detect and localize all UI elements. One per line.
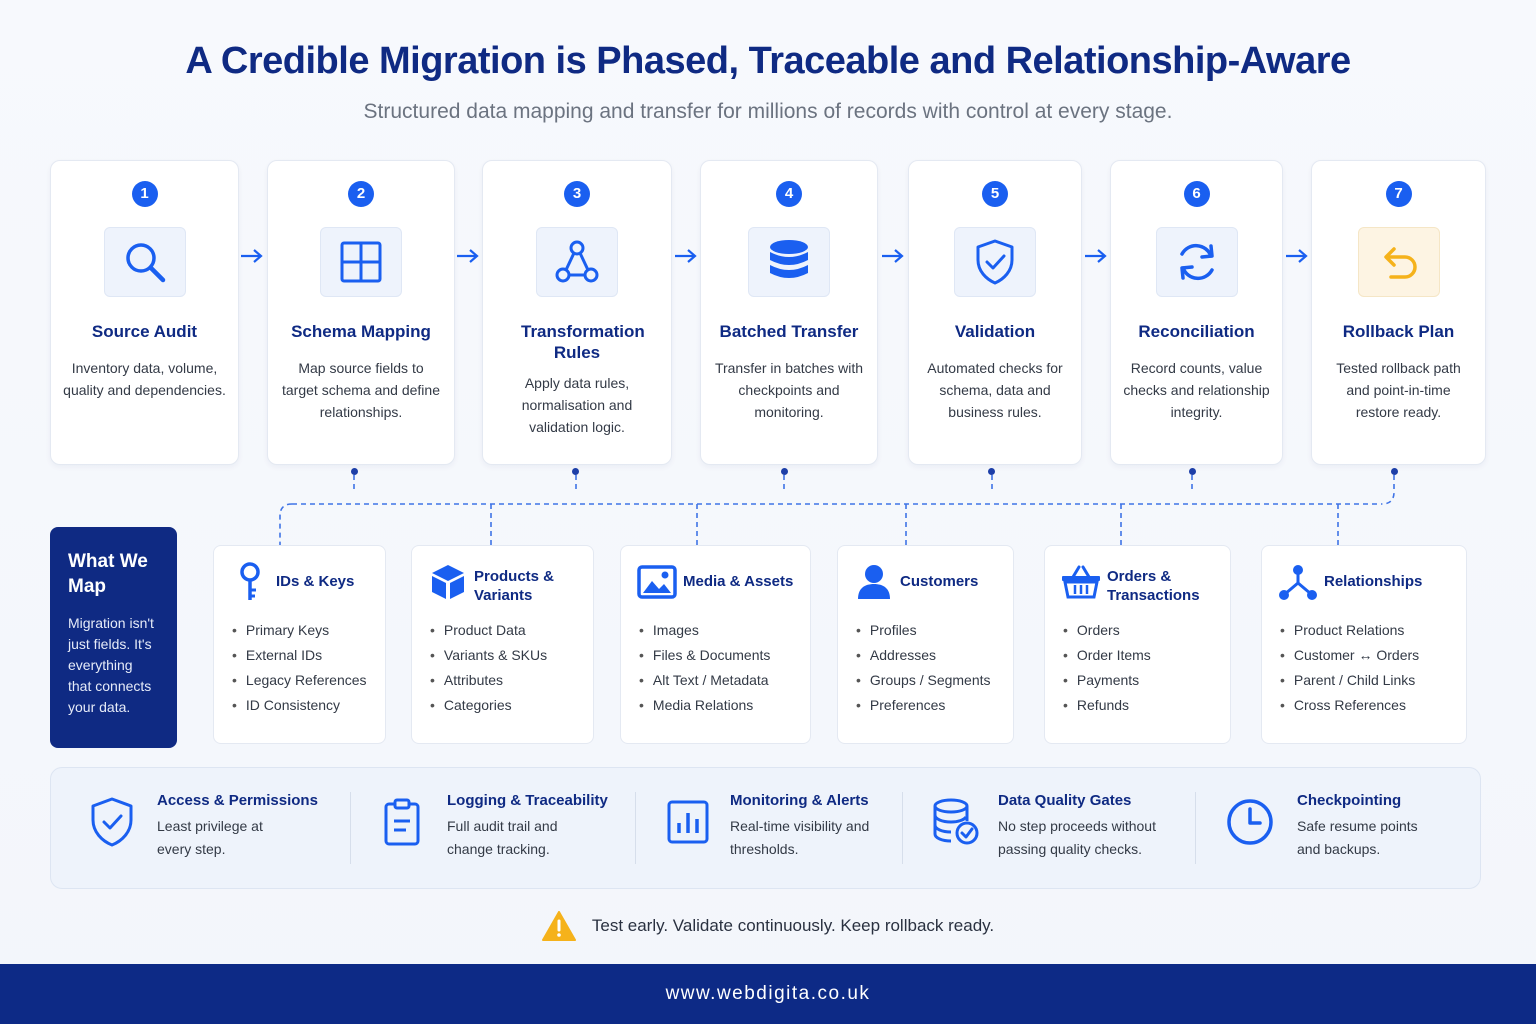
step-title: Validation [954,322,1036,341]
connector-dot [781,468,788,475]
category-title: Products & Variants [474,568,555,604]
undo-icon [1358,227,1440,297]
arrow-right-icon [456,246,480,266]
list-item: • Orders [1063,618,1151,643]
clipboard-icon [377,794,427,850]
arrow-right-icon [881,246,905,266]
step-description: Tested rollback path and point-in-time restore ready. [1336,360,1461,420]
arrow-right-icon [1084,246,1108,266]
step-number: 4 [776,181,802,207]
step-title: Transformation Rules [521,322,645,362]
governance-access-permissions [87,768,347,890]
step-title: Schema Mapping [291,322,431,341]
list-item: • Images [639,618,770,643]
basket-icon [1061,562,1101,602]
step-transformation-rules [482,160,672,465]
arrow-right-icon [674,246,698,266]
governance-title: Logging & Traceability [447,792,608,809]
database-icon [748,227,830,297]
step-validation [908,160,1082,465]
governance-description: Safe resume points and backups. [1297,818,1418,857]
list-item: • Preferences [856,693,991,718]
step-batched-transfer [700,160,878,465]
step-number: 5 [982,181,1008,207]
key-icon [230,562,270,602]
governance-title: Data Quality Gates [998,792,1132,809]
list-item: • Primary Keys [232,618,367,643]
category-media-assets [620,545,811,744]
step-description: Map source fields to target schema and define relationships. [282,360,440,420]
step-title: Reconciliation [1138,322,1255,341]
step-description: Record counts, value checks and relationship integrity. [1123,360,1270,420]
governance-description: Full audit trail and change tracking. [447,818,558,857]
governance-title: Checkpointing [1297,792,1402,809]
category-list [1280,618,1419,718]
shield-check-icon [954,227,1036,297]
connector-dot [351,468,358,475]
category-ids-keys [213,545,386,744]
list-item: • Groups / Segments [856,668,991,693]
what-we-map-panel [50,527,177,748]
list-item: • Attributes [430,668,547,693]
list-item: • Order Items [1063,643,1151,668]
category-list [430,618,547,718]
step-number: 3 [564,181,590,207]
tip-banner [0,908,1536,944]
nodes-icon [536,227,618,297]
list-item: • Media Relations [639,693,770,718]
user-icon [854,562,894,602]
list-item: • Product Relations [1280,618,1419,643]
governance-strip [50,767,1481,889]
tip-text: Test early. Validate continuously. Keep rollback ready. [591,916,995,935]
governance-data-quality-gates [931,768,1201,890]
step-title: Batched Transfer [719,322,859,341]
list-item: • Files & Documents [639,643,770,668]
connector-dot [1391,468,1398,475]
step-title: Source Audit [91,322,198,341]
clock-icon [1225,794,1275,850]
category-relationships [1261,545,1467,744]
list-item: • Parent / Child Links [1280,668,1419,693]
step-number: 7 [1386,181,1412,207]
list-item: • Legacy References [232,668,367,693]
step-number: 2 [348,181,374,207]
database-check-icon [931,794,981,850]
warning-icon [542,911,576,941]
category-products-variants [411,545,594,744]
list-item: • Refunds [1063,693,1151,718]
network-icon [1278,562,1318,602]
bar-chart-icon [663,794,713,850]
page-title: A Credible Migration is Phased, Traceable and Relationship-Aware [185,40,1351,82]
step-schema-mapping [267,160,455,465]
category-title: Relationships [1324,573,1423,590]
list-item: • Addresses [856,643,991,668]
category-list [232,618,367,718]
governance-logging-traceability [377,768,637,890]
search-icon [104,227,186,297]
divider [635,792,636,864]
list-item: • Customer ↔ Orders [1280,643,1419,668]
category-list [1063,618,1151,718]
governance-description: Least privilege at every step. [157,818,263,857]
category-list [856,618,991,718]
governance-monitoring-alerts [663,768,903,890]
divider [902,792,903,864]
connector-dot [1189,468,1196,475]
connector-dot [572,468,579,475]
category-orders-transactions [1044,545,1231,744]
step-number: 1 [132,181,158,207]
list-item: • Profiles [856,618,991,643]
arrow-right-icon [240,246,264,266]
list-item: • Product Data [430,618,547,643]
step-description: Transfer in batches with checkpoints and monitoring. [714,360,864,420]
list-item: • Cross References [1280,693,1419,718]
arrow-right-icon [1285,246,1309,266]
image-icon [637,562,677,602]
divider [350,792,351,864]
category-list [639,618,770,718]
category-title: Orders & Transactions [1107,568,1200,604]
step-number: 6 [1184,181,1210,207]
list-item: • Payments [1063,668,1151,693]
governance-title: Monitoring & Alerts [730,792,869,809]
step-description: Automated checks for schema, data and business rules. [927,360,1063,420]
panel-title: What We Map [68,551,148,597]
divider [1195,792,1196,864]
list-item: • External IDs [232,643,367,668]
category-customers [837,545,1014,744]
connector-dot [988,468,995,475]
list-item: • Alt Text / Metadata [639,668,770,693]
list-item: • Variants & SKUs [430,643,547,668]
governance-title: Access & Permissions [157,792,318,809]
governance-description: No step proceeds without passing quality checks. [998,818,1156,857]
footer-url[interactable]: www.webdigita.co.uk [665,983,871,1004]
step-source-audit [50,160,239,465]
list-item: • ID Consistency [232,693,367,718]
category-title: Media & Assets [683,573,794,590]
step-description: Apply data rules, normalisation and validation logic. [521,375,633,435]
category-title: IDs & Keys [276,573,355,590]
step-reconciliation [1110,160,1283,465]
page-subtitle: Structured data mapping and transfer for millions of records with control at every stage. [363,100,1173,123]
cube-icon [428,562,468,602]
panel-description: Migration isn't just fields. It's everything that connects your data. [68,615,154,715]
step-rollback-plan [1311,160,1486,465]
governance-checkpointing [1225,768,1465,890]
category-title: Customers [900,573,979,590]
refresh-icon [1156,227,1238,297]
list-item: • Categories [430,693,547,718]
footer [0,964,1536,1024]
step-description: Inventory data, volume, quality and dependencies. [63,360,226,398]
shield-check-icon [87,794,137,850]
grid-icon [320,227,402,297]
governance-description: Real-time visibility and thresholds. [730,818,870,857]
step-title: Rollback Plan [1342,322,1455,341]
